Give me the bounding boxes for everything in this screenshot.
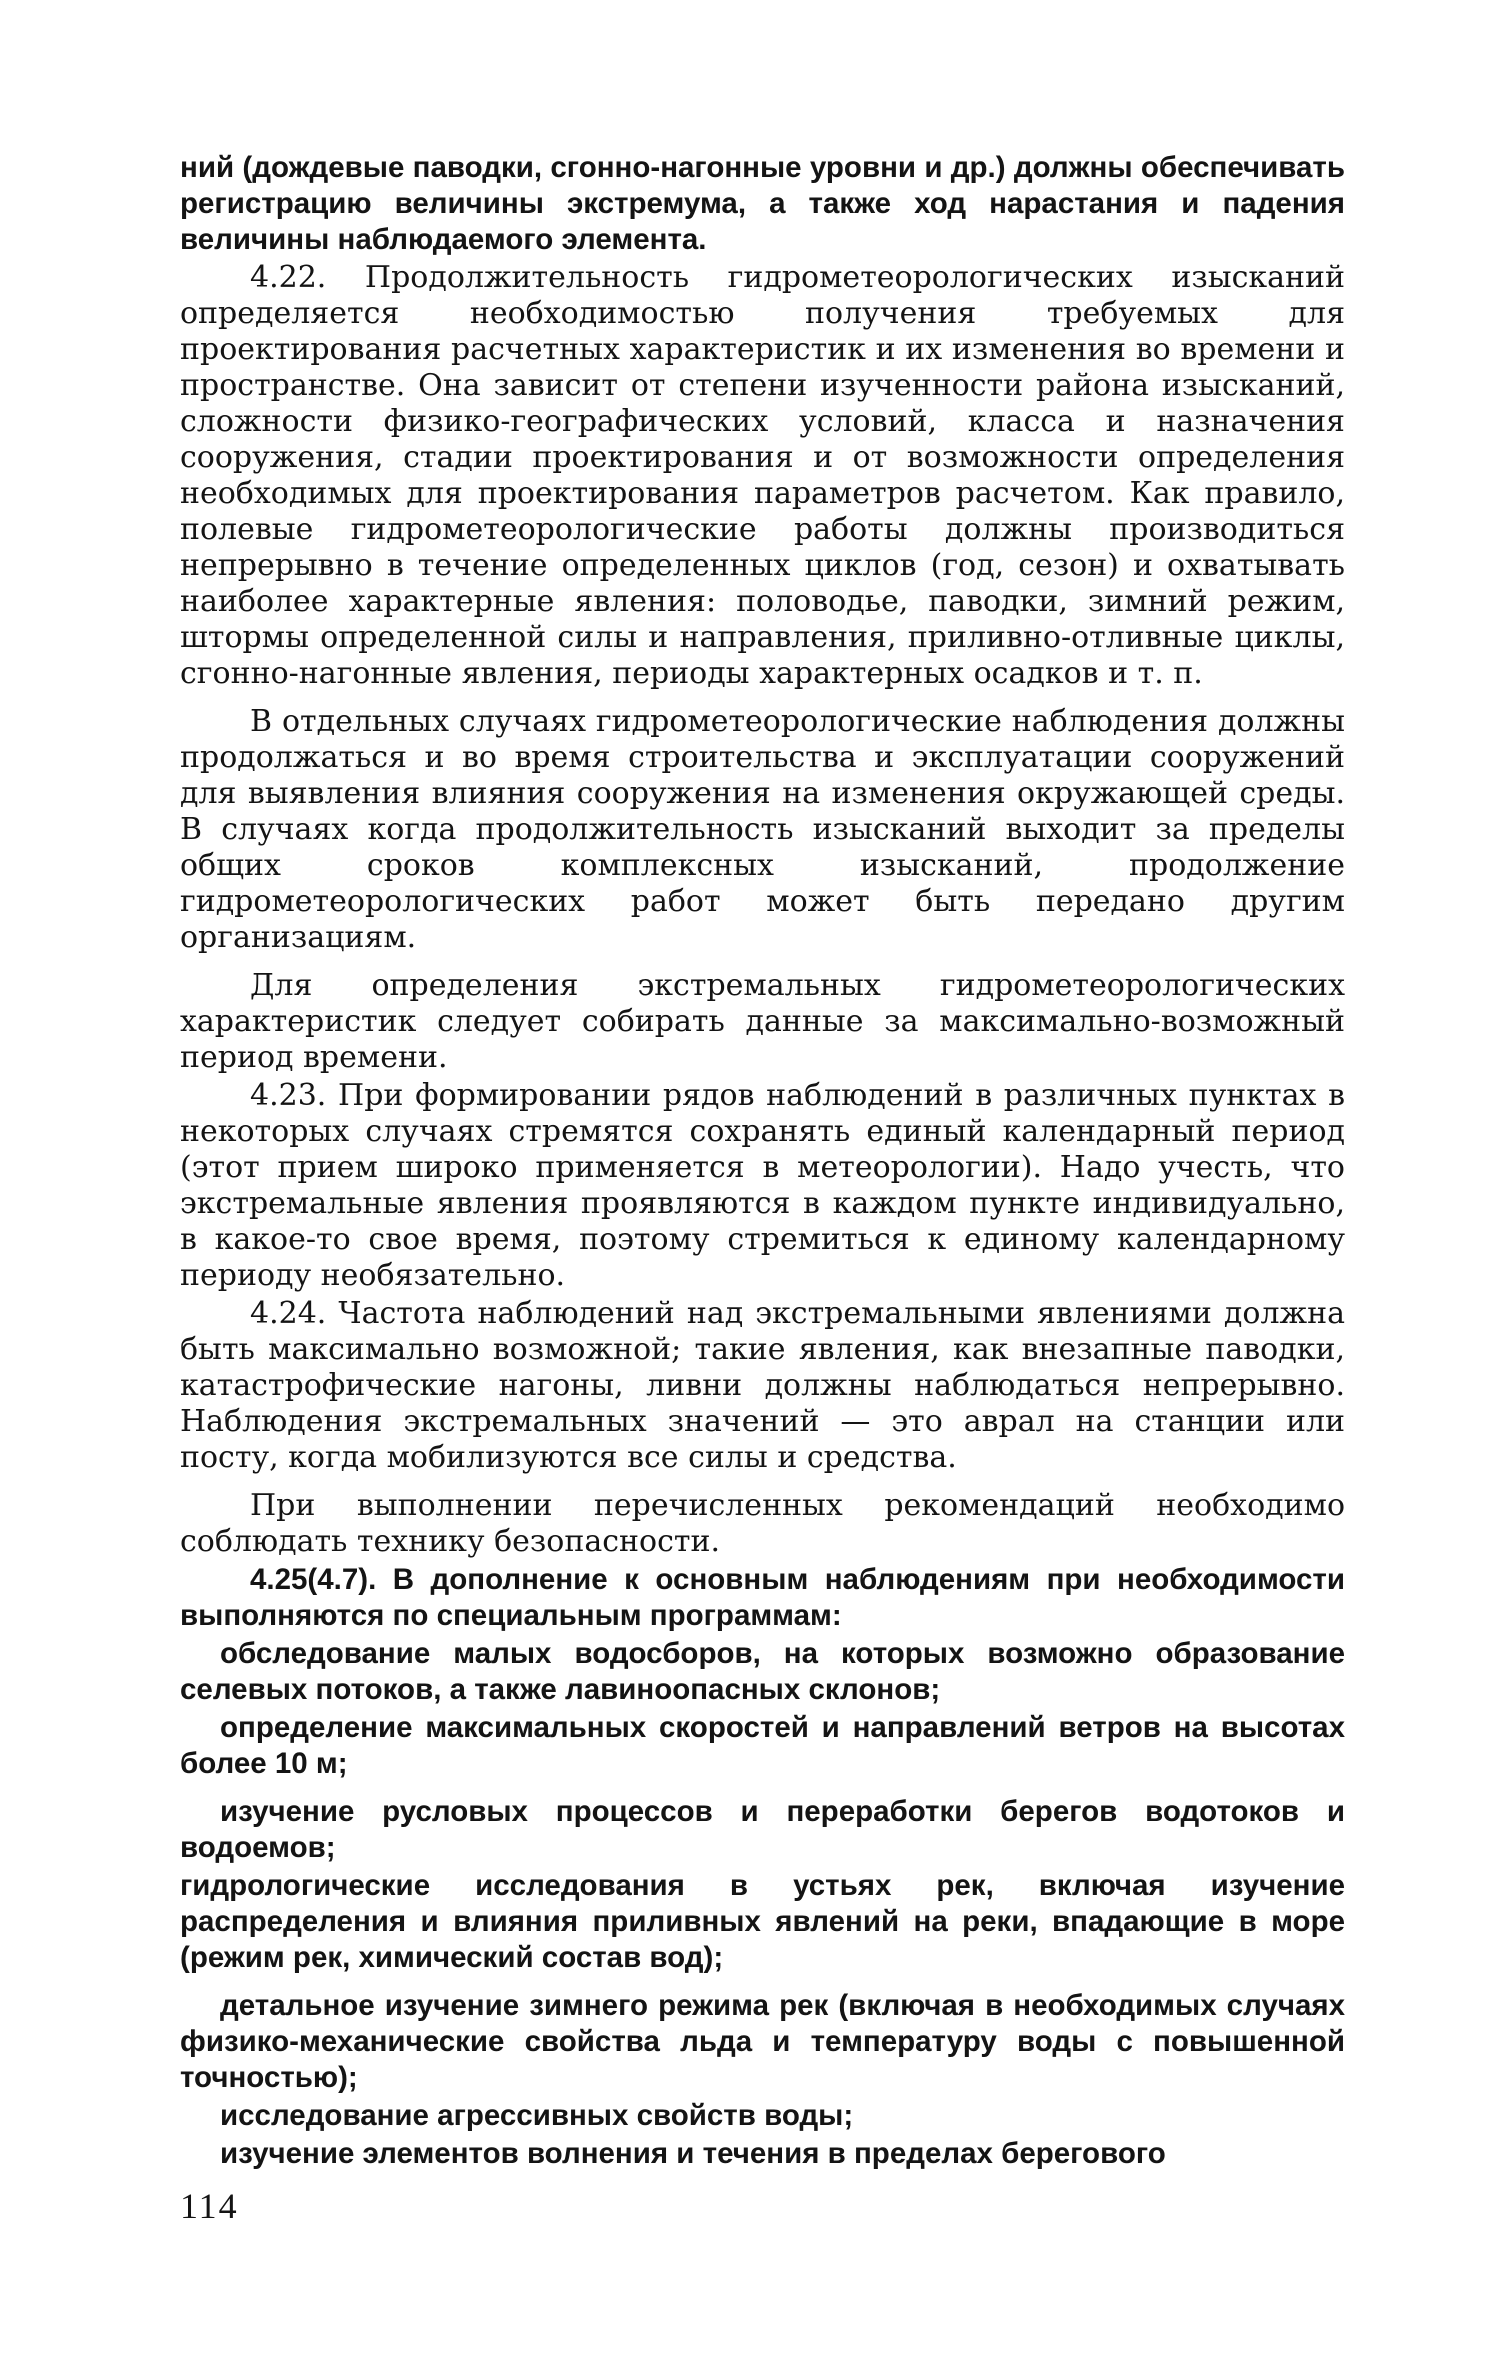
- continued-paragraph: ний (дождевые паводки, сгонно-нагонные уровни и др.) должны обеспечивать регистрацию величины экстремума, а также ход нарастания и падения величины наблюдаемого элемента.: [180, 151, 1345, 256]
- page-number: 114: [180, 2186, 239, 2226]
- paragraph-extreme-characteristics: Для определения экстремальных гидрометеорологических характеристик следует собирать данные за максимально-возможный период времени.: [180, 968, 1345, 1075]
- list-item: гидрологические исследования в устьях рек, включая изучение распределения и влияния приливных явлений на реки, впадающие в море (режим рек, химический состав вод);: [180, 1869, 1345, 1974]
- list-item: изучение элементов волнения и течения в пределах берегового: [220, 2137, 1166, 2170]
- list-item: обследование малых водосборов, на которых возможно образование селевых потоков, а также лавиноопасных склонов;: [180, 1637, 1345, 1706]
- paragraph-safety: При выполнении перечисленных рекомендаций необходимо соблюдать технику безопасности.: [180, 1488, 1345, 1559]
- paragraph-4-24: 4.24. Частота наблюдений над экстремальными явлениями должна быть максимально возможной; такие явления, как внезапные паводки, катастрофические нагоны, ливни должны наблюдаться непрерывно. Наблюдения экстремальных значений — это аврал на станции или посту, когда мобилизуются все силы и средства.: [180, 1296, 1345, 1475]
- paragraph-4-25: 4.25(4.7). В дополнение к основным наблюдениям при необходимости выполняются по специальным программам:: [180, 1563, 1345, 1632]
- paragraph-4-23: 4.23. При формировании рядов наблюдений в различных пунктах в некоторых случаях стремятся сохранять единый календарный период (этот прием широко применяется в метеорологии). Надо учесть, что экстремальные явления проявляются в каждом пункте индивидуально, в какое-то свое время, поэтому стремиться к единому календарному периоду необязательно.: [180, 1078, 1345, 1293]
- paragraph-construction-observations: В отдельных случаях гидрометеорологические наблюдения должны продолжаться и во время строительства и эксплуатации сооружений для выявления влияния сооружения на изменения окружающей среды. В случаях когда продолжительность изысканий выходит за пределы общих сроков комплексных изысканий, продолжение гидрометеорологических работ может быть передано другим организациям.: [180, 704, 1345, 955]
- list-item: определение максимальных скоростей и направлений ветров на высотах более 10 м;: [180, 1711, 1345, 1780]
- list-item: изучение русловых процессов и переработки берегов водотоков и водоемов;: [180, 1795, 1345, 1864]
- list-item: детальное изучение зимнего режима рек (включая в необходимых случаях физико-механические свойства льда и температуру воды с повышенной точностью);: [180, 1989, 1345, 2094]
- paragraph-4-22: 4.22. Продолжительность гидрометеорологических изысканий определяется необходимостью получения требуемых для проектирования расчетных характеристик и их изменения во времени и пространстве. Она зависит от степени изученности района изысканий, сложности физико-географических условий, класса и назначения сооружения, стадии проектирования и от возможности определения необходимых для проектирования параметров расчетом. Как правило, полевые гидрометеорологические работы должны производиться непрерывно в течение определенных циклов (год, сезон) и охватывать наиболее характерные явления: половодье, паводки, зимний режим, штормы определенной силы и направления, приливно-отливные циклы, сгонно-нагонные явления, периоды характерных осадков и т. п.: [180, 260, 1345, 691]
- body-text: [180, 150, 1345, 2172]
- list-item: исследование агрессивных свойств воды;: [220, 2099, 854, 2132]
